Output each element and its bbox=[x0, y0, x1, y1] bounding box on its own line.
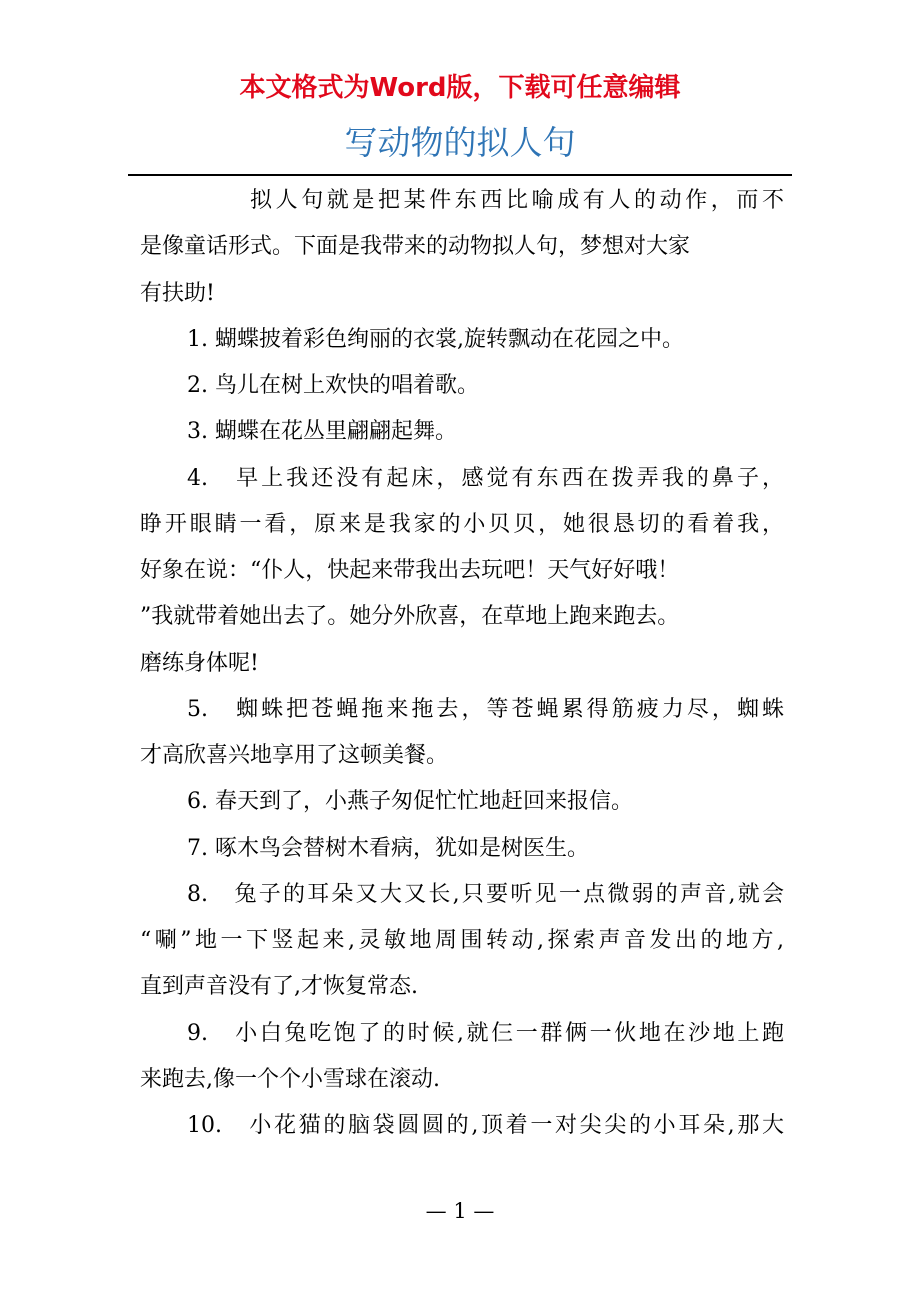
list-item-line: 1. 蝴蝶披着彩色绚丽的衣裳,旋转飘动在花园之中。 bbox=[187, 326, 684, 352]
title-divider bbox=[128, 174, 792, 176]
list-item-line: 来跑去,像一个个小雪球在滚动. bbox=[140, 1066, 440, 1092]
list-item-line: 7. 啄木鸟会替树木看病，犹如是树医生。 bbox=[187, 835, 589, 861]
page-title: 写动物的拟人句 bbox=[344, 123, 576, 162]
list-item-line: 磨练身体呢! bbox=[140, 650, 259, 676]
list-item-line: 4. 早上我还没有起床，感觉有东西在拨弄我的鼻子， bbox=[187, 465, 784, 491]
paragraph-line: 有扶助! bbox=[140, 280, 215, 306]
list-item-line: “唰”地一下竖起来,灵敏地周围转动,探索声音发出的地方, bbox=[140, 928, 784, 953]
page-number: — 1 — bbox=[425, 1199, 495, 1223]
paragraph-line: 是像童话形式。下面是我带来的动物拟人句，梦想对大家 bbox=[140, 234, 691, 260]
list-item-line: 3. 蝴蝶在花丛里翩翩起舞。 bbox=[187, 419, 457, 445]
list-item-line: 直到声音没有了,才恢复常态. bbox=[140, 974, 418, 1000]
document-body bbox=[140, 178, 784, 1149]
list-item-line: 9. 小白兔吃饱了的时候,就仨一群俩一伙地在沙地上跑 bbox=[187, 1020, 784, 1046]
list-item-line: 6. 春天到了，小燕子匆促忙忙地赶回来报信。 bbox=[187, 789, 633, 815]
list-item-line: 8. 兔子的耳朵又大又长,只要听见一点微弱的声音,就会 bbox=[187, 881, 784, 907]
list-item-line: 2. 鸟儿在树上欢快的唱着歌。 bbox=[187, 373, 479, 398]
list-item-line: 才高欣喜兴地享用了这顿美餐。 bbox=[140, 743, 449, 768]
list-item-line: 10. 小花猫的脑袋圆圆的,顶着一对尖尖的小耳朵,那大 bbox=[187, 1113, 784, 1138]
list-item-line: ”我就带着她出去了。她分外欣喜，在草地上跑来跑去。 bbox=[140, 604, 680, 630]
list-item-line: 睁开眼睛一看，原来是我家的小贝贝，她很恳切的看着我， bbox=[140, 511, 784, 537]
paragraph-line: 拟人句就是把某件东西比喻成有人的动作，而不 bbox=[250, 188, 784, 213]
format-notice: 本文格式为Word版，下载可任意编辑 bbox=[239, 73, 681, 103]
list-item-line: 好象在说：“仆人，快起来带我出去玩吧！天气好好哦！ bbox=[140, 558, 680, 583]
list-item-line: 5. 蜘蛛把苍蝇拖来拖去，等苍蝇累得筋疲力尽，蜘蛛 bbox=[187, 696, 784, 722]
